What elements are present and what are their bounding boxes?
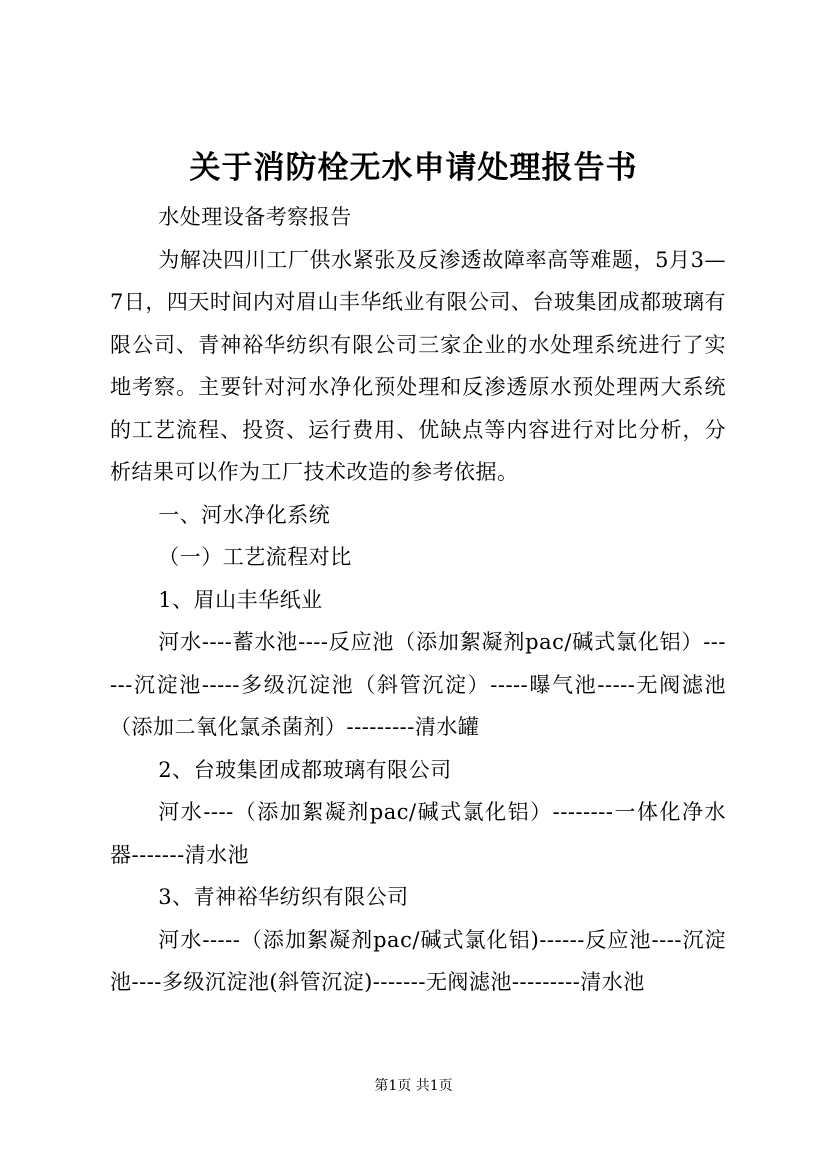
page-footer: 第1页 共1页 — [374, 1078, 453, 1094]
document-body — [110, 196, 726, 1004]
item-heading-1: 1、眉山丰华纸业 — [158, 587, 323, 612]
item-heading-3: 3、青神裕华纺织有限公司 — [158, 885, 409, 909]
document-title: 关于消防栓无水申请处理报告书 — [189, 150, 638, 186]
item-heading-2: 2、台玻集团成都玻璃有限公司 — [158, 757, 452, 782]
paragraph-subtitle: 水处理设备考察报告 — [158, 205, 352, 229]
process-flow-2: 河水----（添加絮凝剂pac/碱式氯化铝）--------一体化净水器-------清水池 — [110, 800, 726, 867]
section-heading: 一、河水净化系统 — [158, 502, 331, 527]
process-flow-3: 河水-----（添加絮凝剂pac/碱式氯化铝)------反应池----沉淀池----多级沉淀池(斜管沉淀)-------无阀滤池---------清水池 — [110, 927, 726, 994]
paragraph-intro: 为解决四川工厂供水紧张及反渗透故障率高等难题，5月3—7日，四天时间内对眉山丰华纸业有限公司、台玻集团成都玻璃有限公司、青神裕华纺织有限公司三家企业的水处理系统进行了实地考察。主要针对河水净化预处理和反渗透原水预处理两大系统的工艺流程、投资、运行费用、优缺点等内容进行对比分析，分析结果可以作为工厂技术改造的参考依据。 — [110, 247, 726, 484]
subsection-heading: （一）工艺流程对比 — [158, 545, 352, 569]
process-flow-1: 河水----蓄水池----反应池（添加絮凝剂pac/碱式氯化铝）------沉淀池-----多级沉淀池（斜管沉淀）-----曝气池-----无阀滤池（添加二氧化氯杀菌剂）---------清水罐 — [110, 630, 726, 739]
